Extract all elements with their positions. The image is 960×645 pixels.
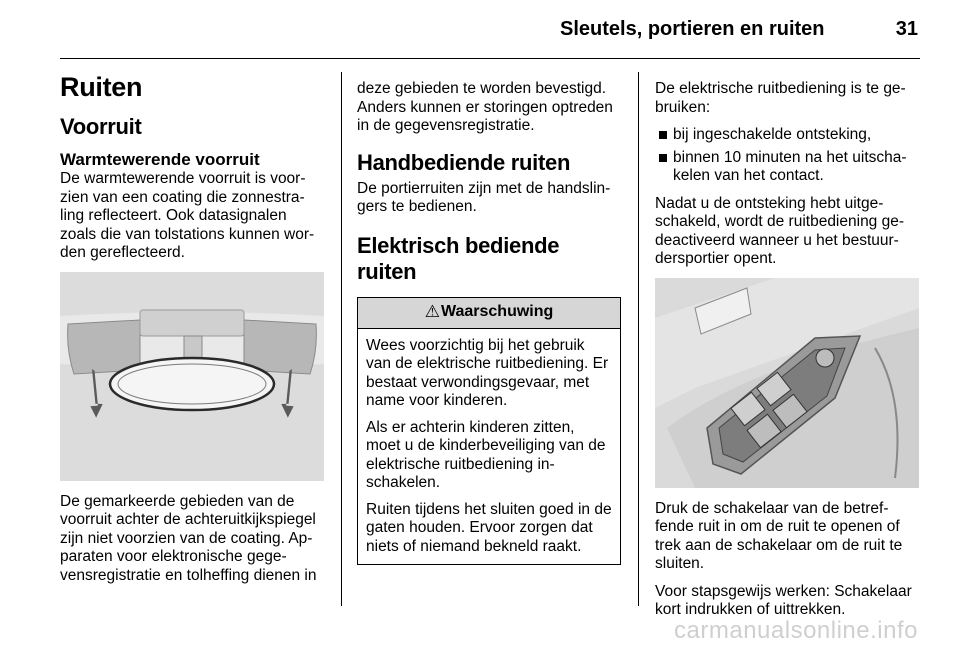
warning-title: Waarschuwing bbox=[440, 303, 554, 321]
paragraph-gedeactiveerd: Nadat u de ontsteking hebt uitge-schakeld, wordt de ruitbediening ge-deactiveerd wanneer u het bestuur-dersportier opent. bbox=[655, 194, 905, 267]
paragraph-druk-schakelaar: Druk de schakelaar van de betref-fende ruit in om de ruit te openen of trek aan de schakelaar om de ruit te sluiten. bbox=[655, 499, 903, 572]
paragraph-bevestigd: deze gebieden te worden bevestigd. Anders kunnen er storingen optreden in de gegevensregistratie. bbox=[357, 80, 613, 134]
bullet-square-icon bbox=[659, 131, 667, 139]
door-switch-figure bbox=[655, 278, 919, 488]
watermark: carmanualsonline.info bbox=[674, 617, 918, 644]
paragraph-stapsgewijs: Voor stapsgewijs werken: Schakelaar kort indrukken of uittrekken. bbox=[655, 582, 912, 618]
paragraph-handslingers: De portierruiten zijn met de handslin-gers te bedienen. bbox=[357, 179, 611, 215]
heading-ruiten: Ruiten bbox=[60, 72, 143, 102]
column-separator-2 bbox=[638, 72, 639, 606]
usage-bullet-list bbox=[655, 126, 921, 186]
warning-triangle-icon: ⚠ bbox=[424, 302, 440, 322]
header-rule bbox=[60, 58, 920, 59]
bullet-text: binnen 10 minuten na het uitscha-kelen van het contact. bbox=[673, 148, 907, 184]
column-2 bbox=[357, 80, 623, 565]
bullet-square-icon bbox=[659, 154, 667, 162]
warning-paragraph-2: Als er achterin kinderen zitten, moet u de kinderbeveiliging van de elektrische ruitbediening in-schakelen. bbox=[366, 418, 606, 491]
heading-handbediende-ruiten: Handbediende ruiten bbox=[357, 149, 571, 175]
warning-paragraph-1: Wees voorzichtig bij het gebruik van de elektrische ruitbediening. Er bestaat verwondingsgevaar, met name voor kinderen. bbox=[366, 336, 609, 409]
column-1 bbox=[60, 68, 326, 594]
warning-paragraph-3: Ruiten tijdens het sluiten goed in de gaten houden. Ervoor zorgen dat niets of niemand bekneld raakt. bbox=[366, 500, 612, 555]
warning-header bbox=[358, 298, 620, 329]
header-title: Sleutels, portieren en ruiten bbox=[560, 18, 825, 40]
mirror-figure bbox=[60, 272, 324, 481]
warning-box bbox=[357, 297, 621, 566]
paragraph-marked-areas: De gemarkeerde gebieden van de voorruit achter de achteruitkijkspiegel zijn niet voorzien van de coating. Ap-paraten voor elektronische gege-vensregistratie en tolheffing dienen in bbox=[60, 492, 317, 584]
heading-elektrisch-bediende-ruiten: Elektrisch bediende ruiten bbox=[357, 232, 560, 284]
paragraph-coating: De warmtewerende voorruit is voor-zien van een coating die zonnestra-ling reflecteert. Ook datasignalen zoals die van tolstations kunnen wor-den gereflecteerd. bbox=[60, 170, 315, 261]
list-item bbox=[655, 149, 921, 186]
heading-warmtewerende-voorruit: Warmtewerende voorruit bbox=[60, 150, 260, 169]
warning-body bbox=[358, 329, 620, 565]
paragraph-te-gebruiken: De elektrische ruitbediening is te ge-bruiken: bbox=[655, 80, 906, 116]
windshield-mirror-illustration bbox=[60, 272, 324, 481]
column-3 bbox=[655, 80, 921, 629]
window-switch-illustration bbox=[655, 278, 919, 488]
bullet-text: bij ingeschakelde ontsteking, bbox=[673, 126, 872, 143]
list-item bbox=[655, 126, 921, 145]
heading-voorruit: Voorruit bbox=[60, 114, 142, 139]
page-number: 31 bbox=[895, 18, 918, 40]
column-separator-1 bbox=[341, 72, 342, 606]
